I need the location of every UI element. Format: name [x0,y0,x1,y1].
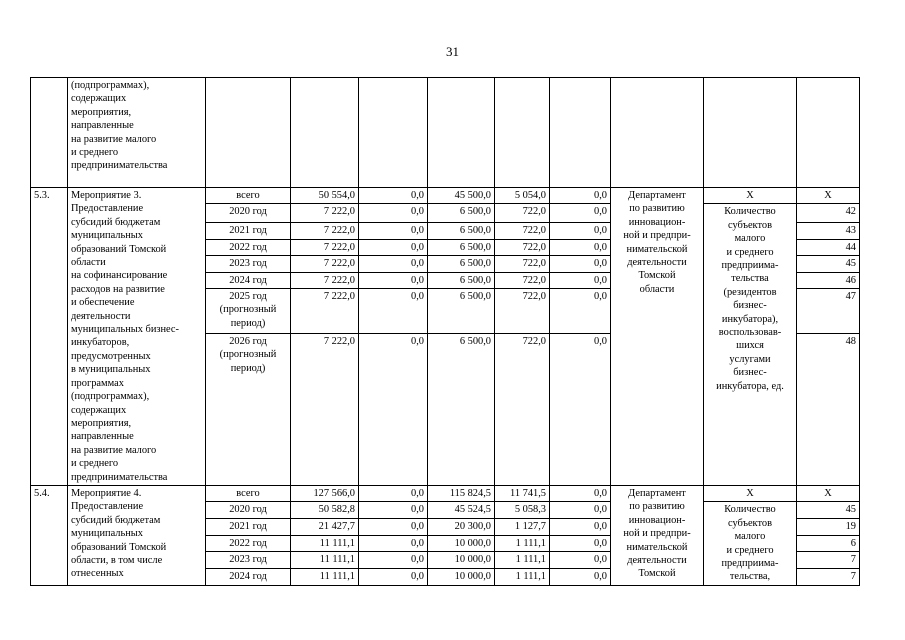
regional-cell: 6 500,0 [428,256,495,272]
local-cell: 1 111,1 [495,569,550,586]
period-cell: 2020 год [206,204,291,223]
period-cell: всего [206,188,291,204]
regional-cell: 6 500,0 [428,204,495,223]
period-cell: 2022 год [206,239,291,255]
period-cell: 2025 год (прогнозный период) [206,288,291,333]
continuation-text: (подпрограммах), содержащих мероприятия, направленные на развитие малого и среднего предпринимательства [68,78,206,188]
local-cell: 722,0 [495,204,550,223]
indicator-value-cell: Х [704,188,797,204]
other-cell: 0,0 [550,223,611,239]
value-cell: 46 [797,272,860,288]
federal-cell: 0,0 [359,204,428,223]
regional-cell: 6 500,0 [428,239,495,255]
other-cell: 0,0 [550,519,611,536]
plan-value-cell: Х [797,188,860,204]
local-cell: 1 111,1 [495,552,550,569]
period-cell: 2026 год (прогнозный период) [206,333,291,485]
table-row [31,188,860,204]
continuation-number-cell [31,78,68,188]
local-cell: 722,0 [495,272,550,288]
value-cell: 47 [797,288,860,333]
other-cell: 0,0 [550,502,611,519]
total-cell: 21 427,7 [291,519,359,536]
period-cell: 2020 год [206,502,291,519]
program-table [30,77,860,586]
federal-cell: 0,0 [359,288,428,333]
indicator-value-cell: Х [704,485,797,501]
other-cell: 0,0 [550,552,611,569]
period-cell: всего [206,485,291,501]
federal-cell: 0,0 [359,223,428,239]
period-cell: 2021 год [206,223,291,239]
local-cell: 722,0 [495,256,550,272]
regional-cell: 115 824,5 [428,485,495,501]
section-number: 5.4. [31,485,68,585]
value-cell: 45 [797,256,860,272]
local-cell: 1 111,1 [495,535,550,552]
value-cell: 19 [797,519,860,536]
continuation-row [31,78,860,188]
other-cell: 0,0 [550,535,611,552]
federal-cell: 0,0 [359,502,428,519]
federal-cell: 0,0 [359,485,428,501]
period-cell: 2021 год [206,519,291,536]
value-cell: 42 [797,204,860,223]
period-cell: 2024 год [206,569,291,586]
local-cell: 11 741,5 [495,485,550,501]
local-cell: 1 127,7 [495,519,550,536]
federal-cell: 0,0 [359,569,428,586]
regional-cell: 20 300,0 [428,519,495,536]
value-cell: 7 [797,569,860,586]
value-cell: 45 [797,502,860,519]
total-cell: 11 111,1 [291,552,359,569]
regional-cell: 10 000,0 [428,552,495,569]
local-cell: 5 054,0 [495,188,550,204]
regional-cell: 10 000,0 [428,569,495,586]
federal-cell: 0,0 [359,239,428,255]
regional-cell: 6 500,0 [428,288,495,333]
indicator-name: Количество субъектов малого и среднего предприима- тельства, [704,502,797,585]
period-cell: 2022 год [206,535,291,552]
local-cell: 722,0 [495,223,550,239]
regional-cell: 45 524,5 [428,502,495,519]
federal-cell: 0,0 [359,333,428,485]
indicator-name: Количество субъектов малого и среднего предприима- тельства (резидентов бизнес- инкубатора), воспользовав- шихся услугами бизнес- инкубатора, ед. [704,204,797,486]
total-cell: 50 582,8 [291,502,359,519]
federal-cell: 0,0 [359,256,428,272]
total-cell: 50 554,0 [291,188,359,204]
federal-cell: 0,0 [359,552,428,569]
executor-cell: Департамент по развитию инновацион- ной и предпри- нимательской деятельности Томской области [611,188,704,486]
other-cell: 0,0 [550,272,611,288]
period-cell: 2023 год [206,256,291,272]
total-cell: 7 222,0 [291,256,359,272]
value-cell: 44 [797,239,860,255]
total-cell: 127 566,0 [291,485,359,501]
measure-name: Мероприятие 4. Предоставление субсидий бюджетам муниципальных образований Томской области, в том числе отнесенных [68,485,206,585]
period-cell: 2024 год [206,272,291,288]
total-cell: 7 222,0 [291,223,359,239]
other-cell: 0,0 [550,333,611,485]
value-cell: 7 [797,552,860,569]
other-cell: 0,0 [550,239,611,255]
table-row [31,485,860,501]
total-cell: 7 222,0 [291,288,359,333]
regional-cell: 6 500,0 [428,272,495,288]
federal-cell: 0,0 [359,535,428,552]
other-cell: 0,0 [550,485,611,501]
total-cell: 11 111,1 [291,569,359,586]
total-cell: 7 222,0 [291,272,359,288]
total-cell: 11 111,1 [291,535,359,552]
local-cell: 722,0 [495,239,550,255]
federal-cell: 0,0 [359,519,428,536]
other-cell: 0,0 [550,288,611,333]
section-number: 5.3. [31,188,68,486]
federal-cell: 0,0 [359,188,428,204]
plan-value-cell: Х [797,485,860,501]
regional-cell: 6 500,0 [428,223,495,239]
regional-cell: 10 000,0 [428,535,495,552]
regional-cell: 6 500,0 [428,333,495,485]
local-cell: 722,0 [495,333,550,485]
value-cell: 6 [797,535,860,552]
local-cell: 5 058,3 [495,502,550,519]
local-cell: 722,0 [495,288,550,333]
total-cell: 7 222,0 [291,333,359,485]
other-cell: 0,0 [550,188,611,204]
measure-name: Мероприятие 3. Предоставление субсидий бюджетам муниципальных образований Томской области на софинансирование расходов на развитие и обеспечение деятельности муниципальных бизнес- инкубаторов, предусмотренных в муниципальных программах (подпрограммах), содержащих мероприятия, направленные на развитие малого и среднего предпринимательства [68,188,206,486]
value-cell: 48 [797,333,860,485]
total-cell: 7 222,0 [291,239,359,255]
other-cell: 0,0 [550,569,611,586]
regional-cell: 45 500,0 [428,188,495,204]
executor-cell: Департамент по развитию инновацион- ной и предпри- нимательской деятельности Томской [611,485,704,585]
page-number: 31 [446,44,459,59]
period-cell: 2023 год [206,552,291,569]
total-cell: 7 222,0 [291,204,359,223]
federal-cell: 0,0 [359,272,428,288]
value-cell: 43 [797,223,860,239]
other-cell: 0,0 [550,204,611,223]
other-cell: 0,0 [550,256,611,272]
